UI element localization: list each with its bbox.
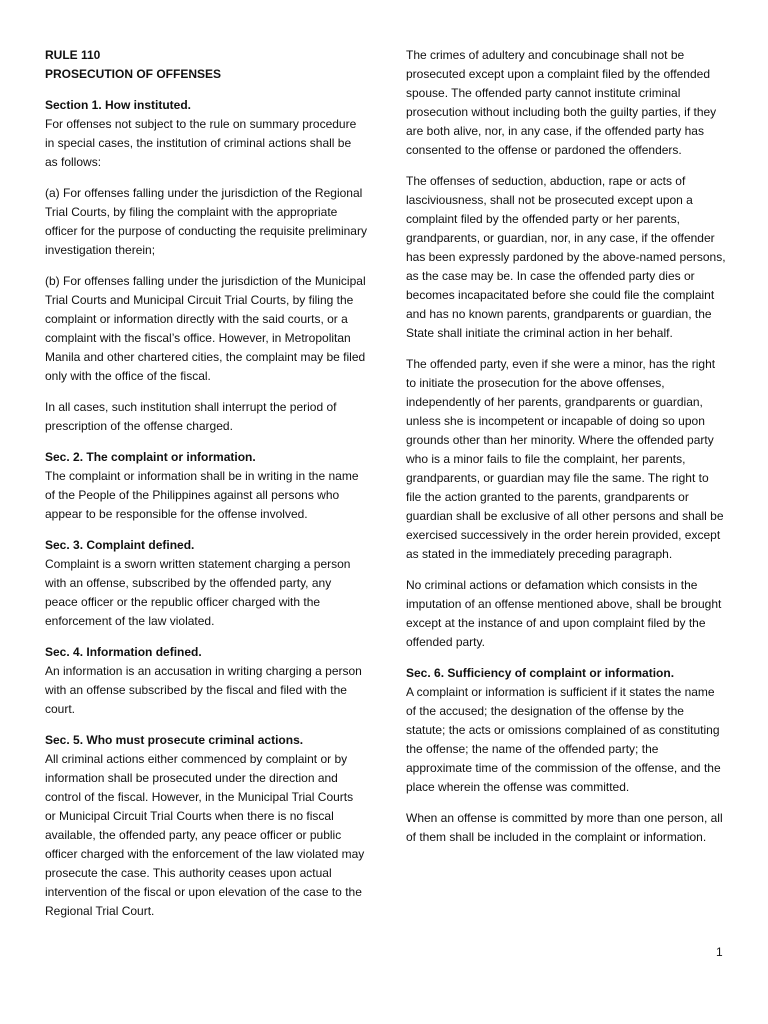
left-column [45,46,367,933]
section-6-paragraph-2: When an offense is committed by more than one person, all of them shall be included in the complaint or information. [406,811,723,844]
rule-number: RULE 110 [45,48,101,62]
section-1-closing: In all cases, such institution shall interrupt the period of prescription of the offense charged. [45,400,337,433]
section-2-title: Sec. 2. The complaint or information. [45,450,256,464]
page-number: 1 [716,945,723,959]
section-5 [45,731,367,921]
section-3 [45,536,367,631]
right-column [406,46,726,859]
section-3-body: Complaint is a sworn written statement charging a person with an offense, subscribed by the offended party, any peace officer or the republic officer charged with the enforcement of the law violated. [45,557,351,628]
section-1-item-a: (a) For offenses falling under the jurisdiction of the Regional Trial Courts, by filing the complaint with the appropriate officer for the purpose of conducting the requisite preliminary investigation therein; [45,186,367,257]
rule-title: PROSECUTION OF OFFENSES [45,67,222,81]
section-1-title: Section 1. How instituted. [45,98,192,112]
section-2 [45,448,367,524]
section-1-intro: For offenses not subject to the rule on summary procedure in special cases, the institution of criminal actions shall be as follows: [45,117,357,169]
section-1-item-b: (b) For offenses falling under the jurisdiction of the Municipal Trial Courts and Municipal Circuit Trial Courts, by filing the complaint or information directly with the said courts, or a complaint with the fiscal’s office. However, in Metropolitan Manila and other chartered cities, the complaint may be filed only with the office of the fiscal. [45,274,366,383]
section-6 [406,664,726,847]
section-5-body: All criminal actions either commenced by complaint or by information shall be prosecuted under the direction and control of the fiscal. However, in the Municipal Trial Courts or Municipal Circuit Trial Courts when there is no fiscal available, the offended party, any peace officer or public officer charged with the enforcement of the law violated may prosecute the case. This authority ceases upon actual intervention of the fiscal or upon elevation of the case to the Regional Trial Court. [45,752,365,918]
section-4-body: An information is an accusation in writing charging a person with an offense subscribed by the fiscal and filed with the court. [45,664,362,716]
section-6-title: Sec. 6. Sufficiency of complaint or information. [406,666,675,680]
seduction-abduction-paragraph: The offenses of seduction, abduction, rape or acts of lasciviousness, shall not be prosecuted except upon a complaint filed by the offended party or her parents, grandparents, or guardian, nor, in any case, if the offender has been expressly pardoned by the above-named persons, as the case may be. In case the offended party dies or becomes incapacitated before she could file the complaint and has no known parents, grandparents or guardian, the State shall initiate the criminal action in her behalf. [406,174,726,340]
defamation-paragraph: No criminal actions or defamation which consists in the imputation of an offense mentioned above, shall be brought except at the instance of and upon complaint filed by the offended party. [406,578,722,649]
section-4 [45,643,367,719]
minor-offended-party-paragraph: The offended party, even if she were a minor, has the right to initiate the prosecution for the above offenses, independently of her parents, grandparents or guardian, unless she is incompetent or incapable of doing so upon grounds other than her minority. Where the offended party who is a minor fails to file the complaint, her parents, grandparents, or guardian may file the same. The right to file the action granted to the parents, grandparents or guardian shall be exclusive of all other persons and shall be exercised successively in the order herein provided, except as stated in the immediately preceding paragraph. [406,357,724,561]
section-2-body: The complaint or information shall be in writing in the name of the People of the Philippines against all persons who appear to be responsible for the offense involved. [45,469,359,521]
section-3-title: Sec. 3. Complaint defined. [45,538,195,552]
section-5-title: Sec. 5. Who must prosecute criminal actions. [45,733,304,747]
section-4-title: Sec. 4. Information defined. [45,645,202,659]
section-1 [45,96,367,436]
rule-header [45,46,367,84]
section-6-body: A complaint or information is sufficient if it states the name of the accused; the designation of the offense by the statute; the acts or omissions complained of as constituting the offense; the name of the offended party; the approximate time of the commission of the offense, and the place wherein the offense was committed. [406,685,721,794]
adultery-concubinage-paragraph: The crimes of adultery and concubinage shall not be prosecuted except upon a complaint filed by the offended spouse. The offended party cannot institute criminal prosecution without including both the guilty parties, if they are both alive, nor, in any case, if the offended party has consented to the offense or pardoned the offenders. [406,48,717,157]
